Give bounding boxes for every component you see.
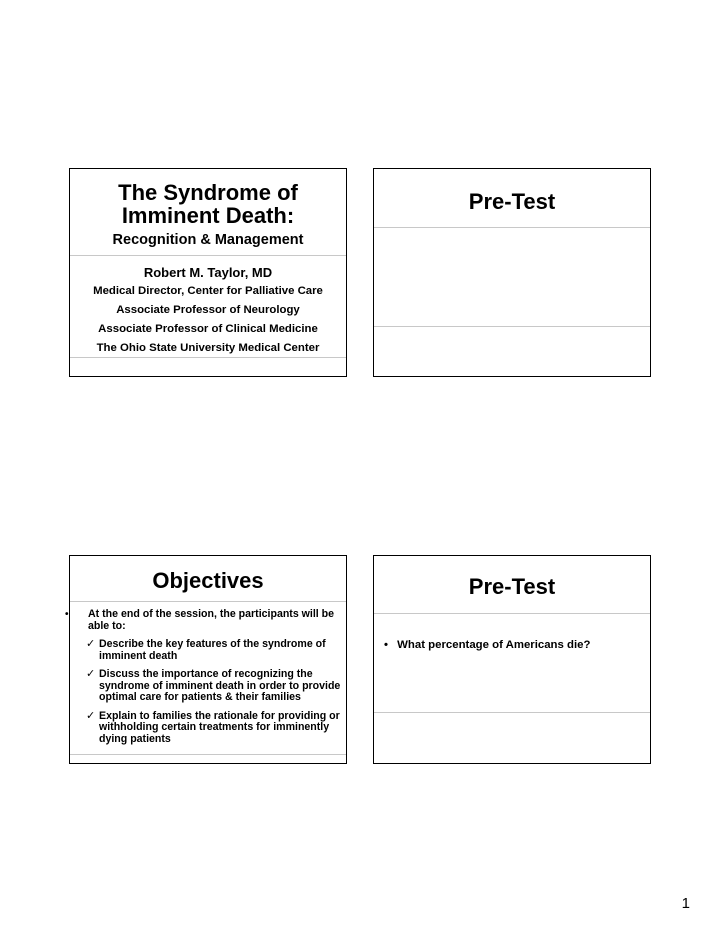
divider (374, 613, 650, 614)
presenter-info (70, 263, 346, 358)
slide-subtitle: Recognition & Management (112, 232, 304, 248)
presenter-role: The Ohio State University Medical Center (96, 342, 320, 354)
slide-heading: Objectives (152, 568, 264, 593)
title-line-1: The Syndrome of (118, 180, 298, 205)
divider (374, 227, 650, 228)
presenter-role: Medical Director, Center for Palliative Care (93, 285, 323, 297)
objective-text: Discuss the importance of recognizing the syndrome of imminent death in order to provide optimal care for patients & their families (99, 668, 341, 703)
divider (70, 601, 346, 602)
objectives-intro: At the end of the session, the participants will be able to: (88, 608, 335, 632)
slide-title (69, 168, 347, 377)
slide-pretest-blank (373, 168, 651, 377)
slide-heading: Pre-Test (468, 574, 556, 599)
objective-text: Explain to families the rationale for providing or withholding certain treatments for imminently dying patients (99, 709, 340, 745)
objective-text: Describe the key features of the syndrome of imminent death (99, 638, 326, 662)
question-text: What percentage of Americans die? (397, 639, 591, 651)
slide-objectives (65, 555, 347, 764)
divider (70, 754, 346, 755)
slide-heading: Pre-Test (468, 189, 556, 214)
list-item (384, 639, 590, 651)
presenter-role: Associate Professor of Clinical Medicine (98, 323, 318, 335)
objectives-body (65, 608, 346, 745)
slide-title-heading (70, 181, 346, 227)
divider (70, 255, 346, 256)
presenter-name: Robert M. Taylor, MD (143, 265, 273, 280)
list-item (70, 711, 346, 746)
list-item (70, 639, 346, 662)
checkmark-icon: ✓ (86, 638, 96, 650)
slide-pretest-question (373, 555, 651, 764)
list-item (70, 669, 346, 704)
checkmark-icon: ✓ (86, 709, 96, 722)
page-number: 1 (681, 895, 690, 912)
list-item (65, 608, 338, 632)
divider (70, 357, 346, 358)
title-line-2: Imminent Death: (121, 203, 295, 228)
checkmark-icon: ✓ (86, 668, 96, 680)
bullet-icon: • (384, 639, 388, 651)
bullet-icon: • (65, 609, 69, 620)
presenter-role: Associate Professor of Neurology (116, 304, 300, 316)
divider (374, 712, 650, 713)
divider (374, 326, 650, 327)
